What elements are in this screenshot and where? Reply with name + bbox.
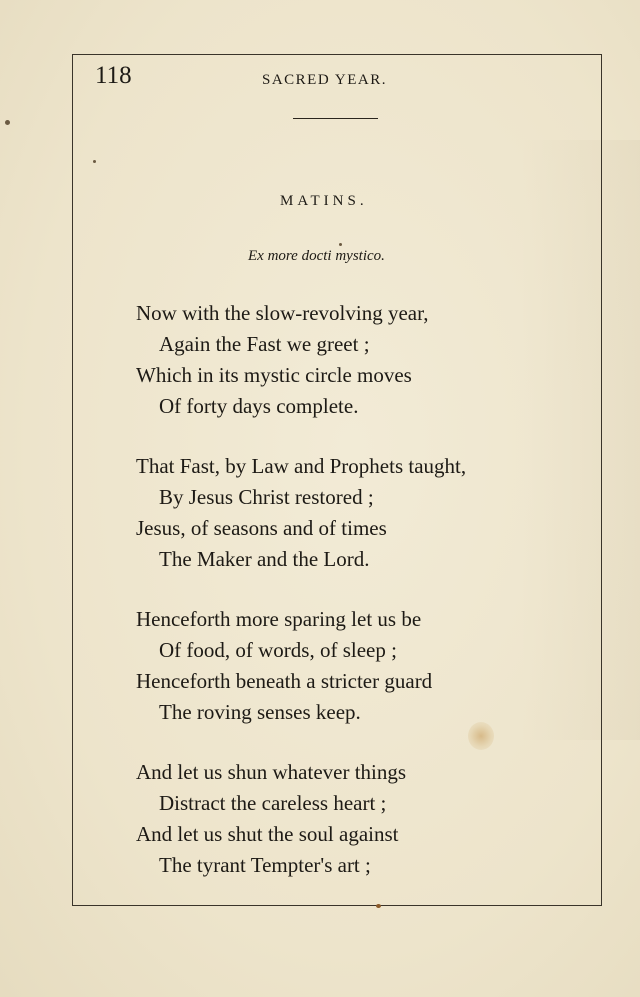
poem-line: The tyrant Tempter's art ;: [159, 853, 371, 877]
paper-speck: [5, 120, 10, 125]
running-title: SACRED YEAR.: [262, 72, 387, 88]
running-header: [95, 62, 415, 96]
poem-line: Distract the careless heart ;: [159, 791, 387, 815]
poem-line: And let us shun whatever things: [136, 760, 407, 784]
poem-line: And let us shut the soul against: [136, 822, 399, 846]
poem-line: Henceforth more sparing let us be: [136, 607, 422, 631]
stanza: [136, 298, 576, 422]
paper-speck: [93, 160, 96, 163]
poem-line: The roving senses keep.: [159, 700, 361, 724]
section-heading: MATINS.: [280, 193, 368, 209]
poem-line: Jesus, of seasons and of times: [136, 516, 387, 540]
foxing-stain: [468, 722, 494, 750]
page-number: 118: [95, 62, 132, 89]
poem-line: By Jesus Christ restored ;: [159, 485, 374, 509]
epigraph: Ex more docti mystico.: [248, 248, 385, 264]
paper-speck: [376, 904, 381, 908]
poem-line: Again the Fast we greet ;: [159, 332, 370, 356]
stanza: [136, 757, 576, 881]
poem-line: The Maker and the Lord.: [159, 547, 370, 571]
paper-speck: [339, 243, 342, 246]
poem-line: Now with the slow-revolving year,: [136, 301, 429, 325]
poem-line: That Fast, by Law and Prophets taught,: [136, 454, 467, 478]
poem-line: Of forty days complete.: [159, 394, 359, 418]
poem-line: Of food, of words, of sleep ;: [159, 638, 397, 662]
poem-line: Which in its mystic circle moves: [136, 363, 412, 387]
stanza: [136, 451, 576, 575]
poem-body: [136, 298, 576, 910]
header-rule: [293, 118, 378, 119]
poem-line: Henceforth beneath a stricter guard: [136, 669, 433, 693]
stanza: [136, 604, 576, 728]
